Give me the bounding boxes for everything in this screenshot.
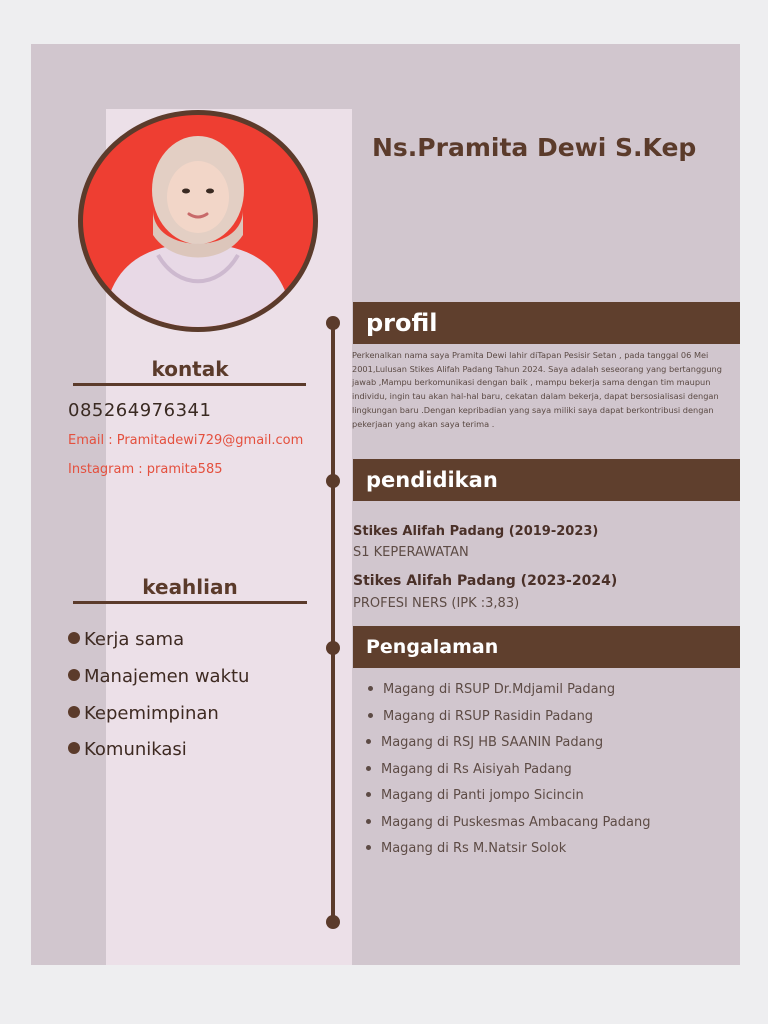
edu-school: Stikes Alifah Padang (2023-2024) xyxy=(353,573,618,589)
experience-item: Magang di Rs Aisiyah Padang xyxy=(366,762,572,777)
edu-detail: PROFESI NERS (IPK :3,83) xyxy=(353,596,520,611)
phone-number: 085264976341 xyxy=(68,400,212,421)
bullet-icon xyxy=(68,632,80,644)
bullet-icon xyxy=(366,845,371,850)
experience-item: Magang di Rs M.Natsir Solok xyxy=(366,841,566,856)
timeline-dot xyxy=(326,641,340,655)
timeline-dot xyxy=(326,915,340,929)
skill-item: Kerja sama xyxy=(68,629,184,650)
experience-item: Magang di RSUP Dr.Mdjamil Padang xyxy=(368,682,615,697)
candidate-name: Ns.Pramita Dewi S.Kep xyxy=(372,133,697,162)
instagram-text: Instagram : pramita585 xyxy=(68,462,223,477)
bullet-icon xyxy=(68,742,80,754)
profil-heading: profil xyxy=(353,302,740,344)
kontak-heading: kontak xyxy=(151,357,229,381)
skill-item: Kepemimpinan xyxy=(68,703,219,724)
timeline-line xyxy=(331,322,335,922)
experience-item: Magang di Panti jompo Sicincin xyxy=(366,788,584,803)
timeline-dot xyxy=(326,316,340,330)
keahlian-heading: keahlian xyxy=(142,575,238,599)
timeline-dot xyxy=(326,474,340,488)
bullet-icon xyxy=(368,686,373,691)
profil-text: Perkenalkan nama saya Pramita Dewi lahir diTapan Pesisir Setan , pada tanggal 06 Mei 2001,Lulusan Stikes Alifah Padang Tahun 2024. Saya adalah seseorang yang bertanggung jawab ,Mampu berkomunikasi dengan baik , mampu bekerja sama dengan tim maupun individu, ingin tau akan hal-hal baru, cekatan dalam bekerja, dapat bersosialisasi dengan lingkungan baru .Dengan kepribadian yang saya miliki saya dapat berkontribusi dengan pekerjaan yang akan saya terima . xyxy=(352,350,722,429)
bullet-icon xyxy=(366,819,371,824)
profile-photo xyxy=(78,110,318,332)
bullet-icon xyxy=(366,766,371,771)
bullet-icon xyxy=(366,739,371,744)
skill-item: Komunikasi xyxy=(68,739,187,760)
keahlian-divider xyxy=(73,601,307,604)
bullet-icon xyxy=(366,792,371,797)
pengalaman-heading: Pengalaman xyxy=(353,626,740,668)
experience-item: Magang di RSUP Rasidin Padang xyxy=(368,709,593,724)
experience-item: Magang di Puskesmas Ambacang Padang xyxy=(366,815,650,830)
bullet-icon xyxy=(368,713,373,718)
bullet-icon xyxy=(68,706,80,718)
skill-item: Manajemen waktu xyxy=(68,666,249,687)
pendidikan-heading: pendidikan xyxy=(353,459,740,501)
edu-school: Stikes Alifah Padang (2019-2023) xyxy=(353,524,599,539)
kontak-divider xyxy=(73,383,306,386)
email-text: Email : Pramitadewi729@gmail.com xyxy=(68,433,304,448)
bullet-icon xyxy=(68,669,80,681)
edu-detail: S1 KEPERAWATAN xyxy=(353,545,469,560)
experience-item: Magang di RSJ HB SAANIN Padang xyxy=(366,735,603,750)
person-illustration xyxy=(83,115,313,327)
